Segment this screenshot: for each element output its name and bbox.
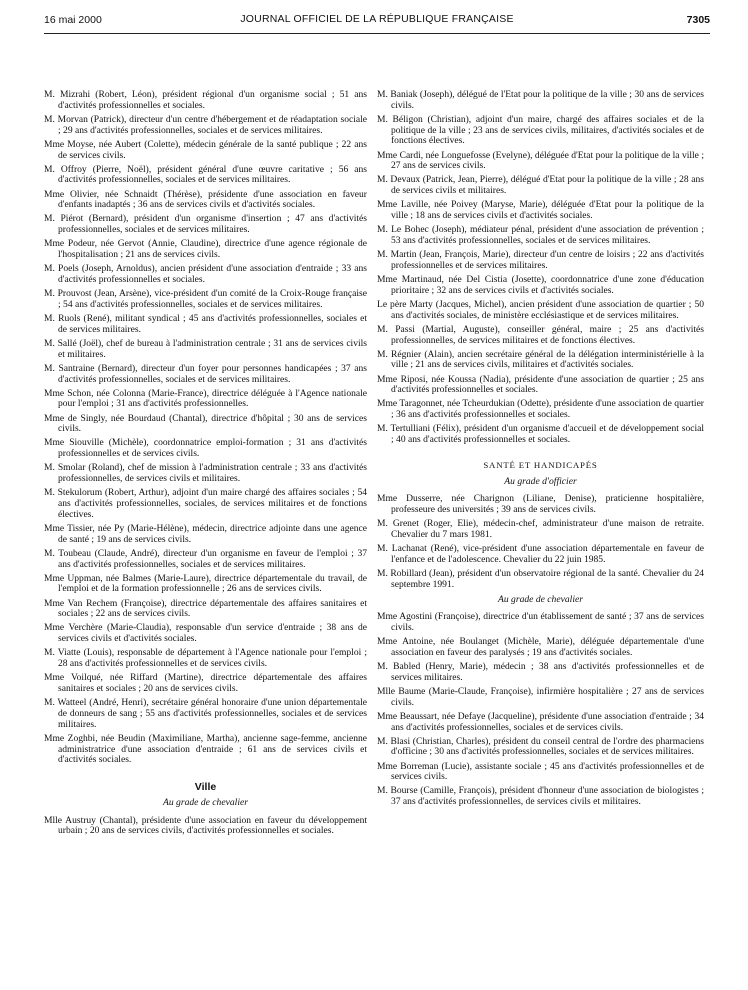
- award-entry: Mme Voilqué, née Riffard (Martine), directrice départementale des affaires sanitaires et sociales ; 20 ans de services civils.: [44, 672, 367, 694]
- award-entry: M. Stekulorum (Robert, Arthur), adjoint d'un maire chargé des affaires sociales ; 54 ans d'activités professionnelles, sociales, de services militaires et de fonctions électives.: [44, 487, 367, 520]
- right-column: [377, 90, 704, 811]
- award-entry: M. Martin (Jean, François, Marie), directeur d'un centre de loisirs ; 22 ans d'activités professionnelles et de services militaires.: [377, 249, 704, 271]
- award-entry: M. Baniak (Joseph), délégué de l'Etat pour la politique de la ville ; 30 ans de services civils.: [377, 89, 704, 111]
- award-entry: M. Prouvost (Jean, Arsène), vice-président d'un comité de la Croix-Rouge française ; 54 ans d'activités professionnelles, sociales et de services militaires.: [44, 288, 367, 310]
- grade-chevalier-ville: Au grade de chevalier: [163, 796, 248, 808]
- award-entry: M. Mizrahi (Robert, Léon), président régional d'un organisme social ; 51 ans d'activités professionnelles et sociales.: [44, 89, 367, 111]
- award-entry: M. Régnier (Alain), ancien secrétaire général de la délégation interministérielle à la ville ; 21 ans de services civils, militaires et d'activités sociales.: [377, 348, 704, 371]
- award-entry: M. Béligon (Christian), adjoint d'un maire, chargé des affaires sociales et de la politique de la ville ; 23 ans de services civils, militaires, d'activités sociales et de fonctions électives.: [377, 113, 704, 147]
- award-entry: Mme Olivier, née Schnaidt (Thérèse), présidente d'une association en faveur d'enfants inadaptés ; 36 ans de services civils et d'activités sociales.: [44, 188, 367, 211]
- award-entry: M. Robillard (Jean), président d'un observatoire régional de la santé. Chevalier du 24 septembre 1991.: [377, 568, 704, 590]
- award-entry: Mme Antoine, née Boulanget (Michèle, Marie), déléguée départementale d'une association en faveur des paralysés ; 19 ans d'activités sociales.: [377, 636, 704, 658]
- ville-entries: [44, 816, 367, 838]
- award-entry: Mme Van Rechem (Françoise), directrice départementale des affaires sanitaires et sociales ; 22 ans de services civils.: [44, 597, 367, 620]
- award-entry: Mme Siouville (Michèle), coordonnatrice emploi-formation ; 31 ans d'activités professionnelles et de services civils.: [44, 437, 367, 460]
- award-entry: Mme Cardi, née Longuefosse (Evelyne), déléguée d'Etat pour la politique de la ville ; 27 ans de services civils.: [377, 149, 704, 172]
- left-entries: [44, 90, 367, 766]
- award-entry: Mme Tissier, née Py (Marie-Hélène), médecin, directrice adjointe dans une agence de santé ; 19 ans de services civils.: [44, 522, 367, 545]
- award-entry: M. Toubeau (Claude, André), directeur d'un organisme en faveur de l'emploi ; 37 ans d'activités professionnelles, sociales et de services militaires.: [44, 547, 367, 570]
- award-entry: M. Viatte (Louis), responsable de département à l'Agence nationale pour l'emploi ; 28 ans d'activités professionnelles et de services civils.: [44, 647, 367, 670]
- award-entry: Mme Schon, née Colonna (Marie-France), directrice déléguée à l'Agence nationale pour l'emploi ; 31 ans d'activités professionnelles.: [44, 387, 367, 410]
- issue-date: 16 mai 2000: [44, 14, 102, 26]
- award-entry: Le père Marty (Jacques, Michel), ancien président d'une association de quartier ; 50 ans d'activités sociales, de ministère ecclésiastique et de services militaires.: [377, 298, 704, 321]
- right-entries: [377, 90, 704, 446]
- page-number: 7305: [686, 14, 710, 26]
- award-entry: Mme Podeur, née Gervot (Annie, Claudine), directrice d'une agence régionale de l'hospitalisation ; 21 ans de services civils.: [44, 238, 367, 261]
- grade-chevalier-sante: Au grade de chevalier: [498, 593, 583, 605]
- award-entry: Mme Verchère (Marie-Claudia), responsable d'un service d'entraide ; 38 ans de services civils et d'activités sociales.: [44, 622, 367, 645]
- award-entry: M. Passi (Martial, Auguste), conseiller général, maire ; 25 ans d'activités professionnelles, de services militaires et de fonctions électives.: [377, 323, 704, 346]
- award-entry: Mlle Baume (Marie-Claude, Françoise), infirmière hospitalière ; 27 ans de services civils.: [377, 685, 704, 708]
- award-entry: M. Bourse (Camille, François), président d'honneur d'une association de biologistes ; 37 ans d'activités professionnelles, de services civils et militaires.: [377, 785, 704, 808]
- award-entry: Mme Uppman, née Balmes (Marie-Laure), directrice départementale du travail, de l'emploi et de la formation professionnelle ; 26 ans de services civils.: [44, 572, 367, 595]
- journal-title: JOURNAL OFFICIEL DE LA RÉPUBLIQUE FRANÇAISE: [240, 13, 514, 25]
- section-title-ville: Ville: [194, 781, 217, 794]
- page-header: [44, 10, 710, 30]
- award-entry: M. Sallé (Joël), chef de bureau à l'administration centrale ; 31 ans de services civils et militaires.: [44, 337, 367, 360]
- award-entry: Mme Beaussart, née Defaye (Jacqueline), présidente d'une association d'entraide ; 34 ans d'activités professionnelles, sociales et de services civils.: [377, 710, 704, 733]
- award-entry: M. Lachanat (René), vice-président d'une association départementale en faveur de l'enfance et de l'adolescence. Chevalier du 22 juin 1985.: [377, 543, 704, 565]
- header-rule: [44, 33, 710, 34]
- award-entry: Mlle Austruy (Chantal), présidente d'une association en faveur du développement urbain ; 20 ans de services civils, d'activités professionnelles et sociales.: [44, 814, 367, 837]
- award-entry: M. Babled (Henry, Marie), médecin ; 38 ans d'activités professionnelles et de services militaires.: [377, 661, 704, 683]
- award-entry: M. Grenet (Roger, Elie), médecin-chef, administrateur d'une maison de retraite. Chevalier du 7 mars 1981.: [377, 518, 704, 540]
- award-entry: M. Watteel (André, Henri), secrétaire général honoraire d'une union départementale de donneurs de sang ; 55 ans d'activités professionnelles, sociales et de services militaires.: [44, 697, 367, 730]
- grade-officier: Au grade d'officier: [504, 475, 577, 487]
- award-entry: Mme Dusserre, née Charignon (Liliane, Denise), praticienne hospitalière, professeure des universités ; 39 ans de services civils.: [377, 493, 704, 516]
- award-entry: M. Poels (Joseph, Arnoldus), ancien président d'une association d'entraide ; 33 ans d'activités professionnelles et sociales.: [44, 263, 367, 285]
- award-entry: Mme Taragonnet, née Tcheurdukian (Odette), présidente d'une association de quartier ; 36 ans d'activités professionnelles et sociales.: [377, 398, 704, 421]
- award-entry: Mme Riposi, née Koussa (Nadia), présidente d'une association de quartier ; 25 ans d'activités professionnelles et sociales.: [377, 373, 704, 396]
- award-entry: M. Offroy (Pierre, Noël), président général d'une œuvre caritative ; 56 ans d'activités professionnelles, sociales et de services militaires.: [44, 163, 367, 186]
- award-entry: M. Smolar (Roland), chef de mission à l'administration centrale ; 33 ans d'activités professionnelles, de services civils et militaires.: [44, 462, 367, 485]
- award-entry: Mme Agostini (Françoise), directrice d'un établissement de santé ; 37 ans de services civils.: [377, 611, 704, 633]
- section-title-sante: SANTÉ ET HANDICAPÉS: [483, 459, 598, 470]
- award-entry: M. Le Bohec (Joseph), médiateur pénal, président d'une association de prévention ; 53 ans d'activités professionnelles, sociales et de services militaires.: [377, 224, 704, 246]
- award-entry: Mme Zoghbi, née Beudin (Maximiliane, Martha), ancienne sage-femme, ancienne administratrice d'une association d'entraide ; 61 ans de services civils et d'activités sociales.: [44, 732, 367, 766]
- award-entry: M. Devaux (Patrick, Jean, Pierre), délégué d'Etat pour la politique de la ville ; 28 ans de services civils et militaires.: [377, 174, 704, 197]
- award-entry: M. Morvan (Patrick), directeur d'un centre d'hébergement et de réadaptation sociale ; 29 ans d'activités professionnelles, sociales et de services militaires.: [44, 113, 367, 136]
- award-entry: Mme Laville, née Poivey (Maryse, Marie), déléguée d'Etat pour la politique de la ville ; 18 ans de services civils et d'activités sociales.: [377, 199, 704, 222]
- award-entry: M. Piérot (Bernard), président d'un organisme d'insertion ; 47 ans d'activités professionnelles, sociales et de services militaires.: [44, 213, 367, 236]
- award-entry: M. Blasi (Christian, Charles), président du conseil central de l'ordre des pharmaciens d'officine ; 30 ans d'activités professionnelles, sociales et de services militaires.: [377, 735, 704, 758]
- officier-entries: [377, 494, 704, 590]
- award-entry: Mme Moyse, née Aubert (Colette), médecin générale de la santé publique ; 22 ans de services civils.: [44, 138, 367, 161]
- award-entry: M. Ruols (René), militant syndical ; 45 ans d'activités professionnelles, sociales et de services militaires.: [44, 313, 367, 335]
- award-entry: M. Tertulliani (Félix), président d'un organisme d'accueil et de développement social ; 40 ans d'activités professionnelles et sociales.: [377, 423, 704, 446]
- chevalier-entries: [377, 612, 704, 808]
- award-entry: M. Santraine (Bernard), directeur d'un foyer pour personnes handicapées ; 37 ans d'activités professionnelles, sociales et de services militaires.: [44, 362, 367, 385]
- award-entry: Mme de Singly, née Bourdaud (Chantal), directrice d'hôpital ; 30 ans de services civils.: [44, 412, 367, 435]
- left-column: [44, 90, 367, 840]
- award-entry: Mme Martinaud, née Del Cistia (Josette), coordonnatrice d'une zone d'éducation prioritaire ; 32 ans de services civils et d'activités sociales.: [377, 273, 704, 296]
- award-entry: Mme Borreman (Lucie), assistante sociale ; 45 ans d'activités professionnelles et de services civils.: [377, 760, 704, 783]
